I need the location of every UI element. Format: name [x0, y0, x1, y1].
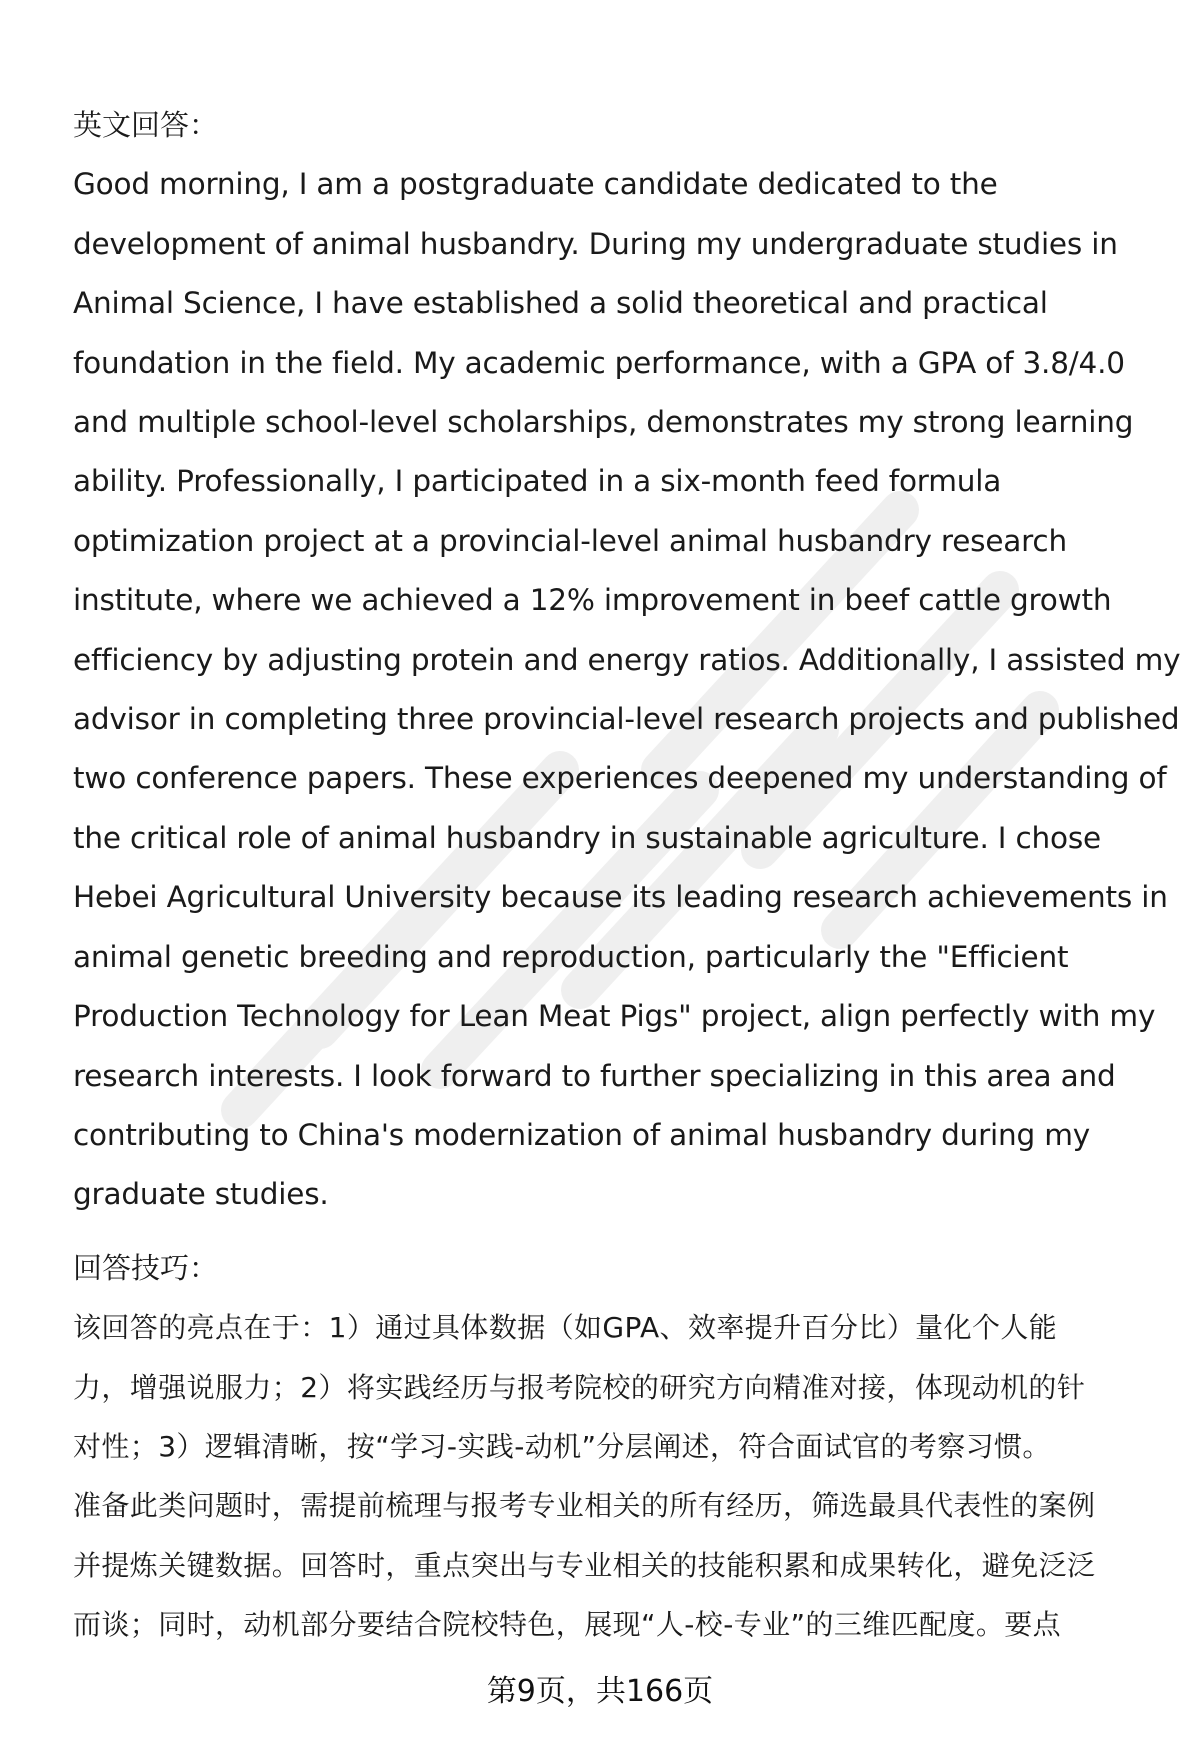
page-number-footer: 第9页，共166页	[486, 1674, 714, 1709]
text-line: animal genetic breeding and reproduction, particularly the "Efficient	[73, 939, 1069, 974]
section-spacer	[73, 1225, 1153, 1239]
english-answer-label: 英文回答：	[73, 108, 219, 142]
text-line: 该回答的亮点在于：1）通过具体数据（如GPA、效率提升百分比）量化个人能	[73, 1311, 1058, 1345]
text-line: Good morning, I am a postgraduate candidate dedicated to the	[73, 167, 998, 202]
text-line: foundation in the field. My academic performance, with a GPA of 3.8/4.0	[73, 345, 1125, 380]
text-line: efficiency by adjusting protein and energy ratios. Additionally, I assisted my	[73, 642, 1181, 677]
text-line: development of animal husbandry. During my undergraduate studies in	[73, 226, 1118, 261]
text-line: 准备此类问题时，需提前梳理与报考专业相关的所有经历，筛选最具代表性的案例	[73, 1489, 1096, 1523]
answer-tips-section	[73, 1239, 1153, 1655]
text-line: Animal Science, I have established a solid theoretical and practical	[73, 286, 1048, 321]
english-answer-text	[73, 155, 1181, 1224]
text-line: 力，增强说服力；2）将实践经历与报考院校的研究方向精准对接，体现动机的针	[73, 1370, 1086, 1404]
text-line: graduate studies.	[73, 1177, 329, 1212]
text-line: contributing to China's modernization of animal husbandry during my	[73, 1117, 1091, 1152]
text-line: the critical role of animal husbandry in sustainable agriculture. I chose	[73, 820, 1101, 855]
english-answer-section	[73, 96, 1181, 1225]
text-line: 并提炼关键数据。回答时，重点突出与专业相关的技能积累和成果转化，避免泛泛	[73, 1548, 1096, 1582]
text-line: Production Technology for Lean Meat Pigs" project, align perfectly with my	[73, 999, 1156, 1034]
text-line: two conference papers. These experiences deepened my understanding of	[73, 761, 1167, 796]
text-line: 对性；3）逻辑清晰，按“学习-实践-动机”分层阐述，符合面试官的考察习惯。	[73, 1429, 1051, 1463]
answer-tips-text	[73, 1298, 1153, 1654]
text-line: advisor in completing three provincial-level research projects and published	[73, 702, 1180, 737]
page-content	[73, 96, 1181, 1655]
text-line: and multiple school-level scholarships, demonstrates my strong learning	[73, 405, 1134, 440]
text-line: optimization project at a provincial-level animal husbandry research	[73, 523, 1067, 558]
text-line: research interests. I look forward to further specializing in this area and	[73, 1058, 1116, 1093]
text-line: ability. Professionally, I participated in a six-month feed formula	[73, 464, 1002, 499]
answer-tips-label: 回答技巧：	[73, 1250, 219, 1285]
text-line: Hebei Agricultural University because its leading research achievements in	[73, 880, 1168, 915]
text-line: institute, where we achieved a 12% improvement in beef cattle growth	[73, 583, 1112, 618]
text-line: 而谈；同时，动机部分要结合院校特色，展现“人-校-专业”的三维匹配度。要点	[73, 1608, 1062, 1642]
